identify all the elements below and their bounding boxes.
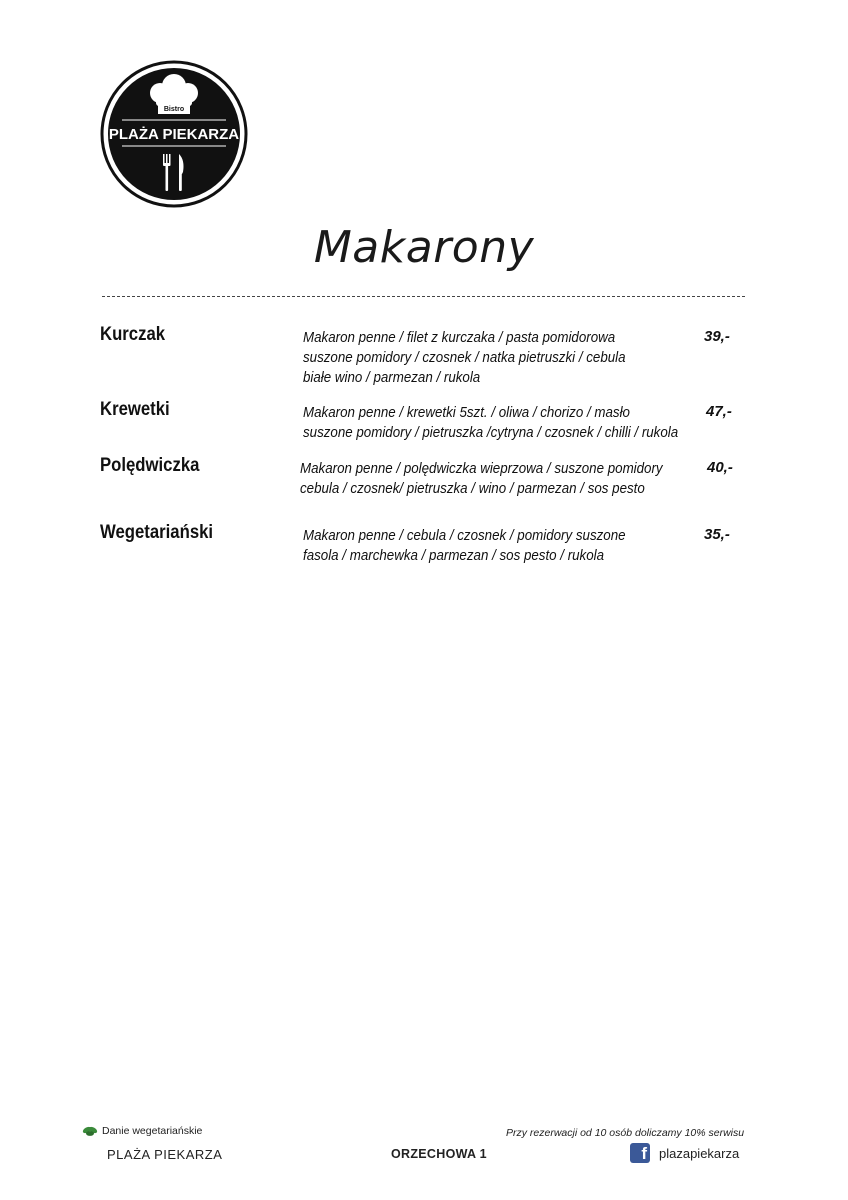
menu-item-price: 40,- [707,459,733,476]
description-line: suszone pomidory / czosnek / natka pietruszki / cebula [303,350,626,366]
menu-item-price: 39,- [704,328,730,345]
description-line: Makaron penne / krewetki 5szt. / oliwa / chorizo / masło [303,405,630,421]
menu-item-description [303,328,626,388]
vegetarian-label: Danie wegetariańskie [102,1125,203,1137]
description-line: Makaron penne / cebula / czosnek / pomidory suszone [303,528,626,544]
menu-item-description [303,403,678,443]
vegetarian-legend [82,1124,202,1138]
menu-item-name: Polędwiczka [100,455,200,476]
menu-item-name: Krewetki [100,399,170,420]
footer-brand: PLAŻA PIEKARZA [107,1147,223,1162]
menu-item-price: 35,- [704,526,730,543]
description-line: Makaron penne / polędwiczka wieprzowa / suszone pomidory [300,461,663,477]
footer-address: ORZECHOWA 1 [391,1147,487,1161]
dashed-divider [102,296,745,297]
bistro-logo [100,60,248,208]
facebook-link[interactable] [630,1143,739,1163]
menu-item-description [300,459,663,499]
description-line: cebula / czosnek/ pietruszka / wino / parmezan / sos pesto [300,481,645,497]
facebook-icon[interactable]: f [630,1143,650,1163]
logo-small-text: Bistro [163,106,185,113]
description-line: fasola / marchewka / parmezan / sos pesto / rukola [303,548,605,564]
logo-name: PLAŻA PIEKARZA [108,126,240,143]
menu-item-price: 47,- [706,403,732,420]
page-title: Makarony [313,222,535,273]
reservation-note: Przy rezerwacji od 10 osób doliczamy 10% serwisu [506,1127,745,1139]
leaf-icon [82,1124,98,1138]
facebook-handle[interactable]: plazapiekarza [659,1145,740,1161]
menu-item-description [303,526,626,566]
menu-item-name: Kurczak [100,324,166,345]
description-line: białe wino / parmezan / rukola [303,370,481,386]
description-line: suszone pomidory / pietruszka /cytryna / czosnek / chilli / rukola [303,425,679,441]
description-line: Makaron penne / filet z kurczaka / pasta pomidorowa [303,330,616,346]
menu-item-name: Wegetariański [100,522,214,543]
